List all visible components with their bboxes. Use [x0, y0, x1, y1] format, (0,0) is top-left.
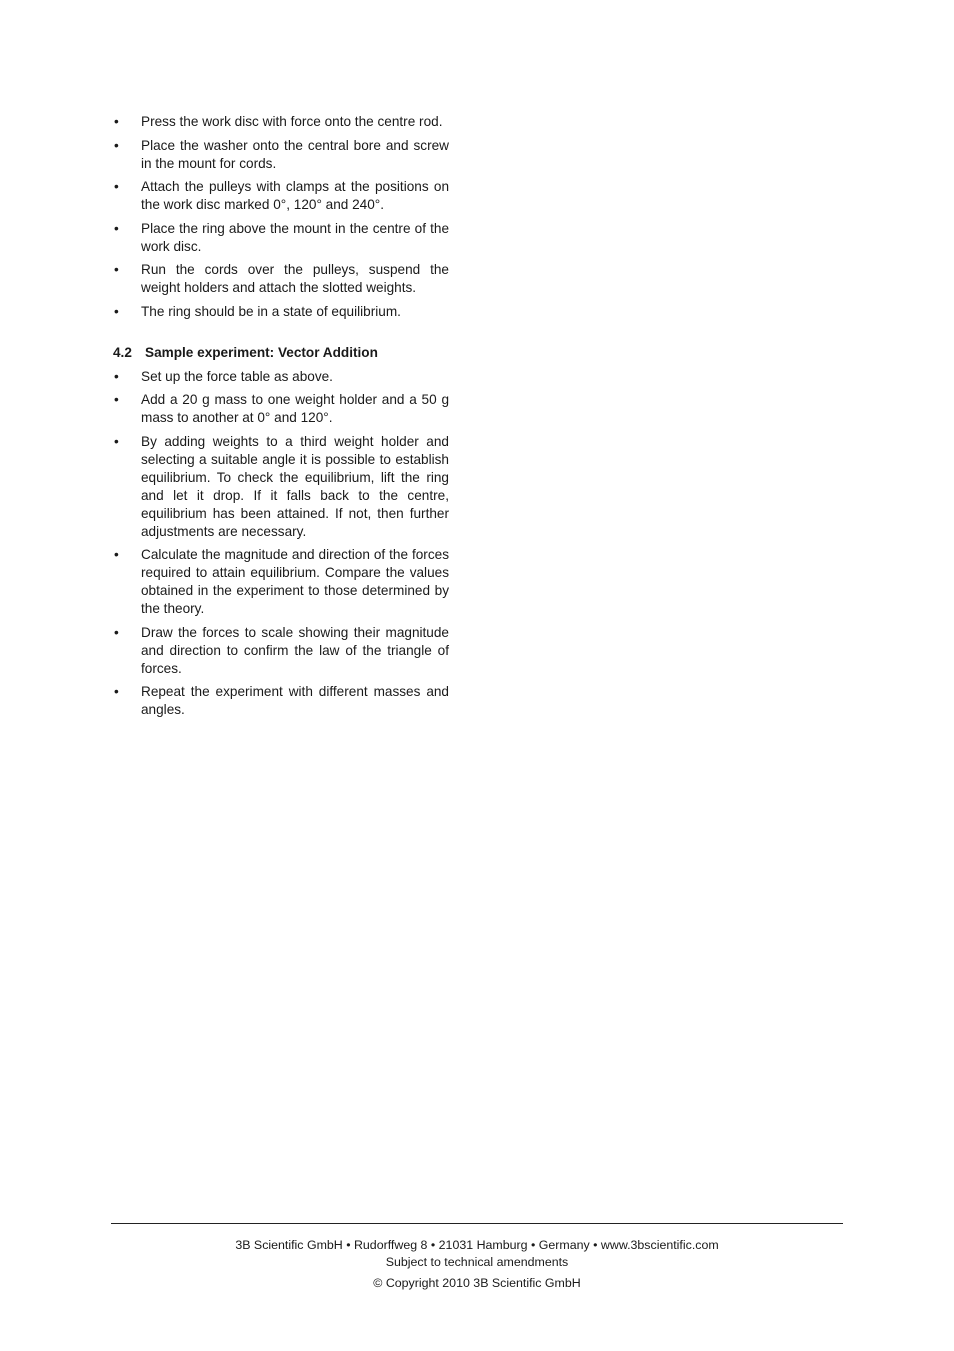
list-item-text: Run the cords over the pulleys, suspend the weight holders and attach the slotted weights.: [141, 262, 449, 295]
bullet-icon: •: [114, 684, 119, 699]
list-item: [113, 546, 449, 618]
list-item: [113, 624, 449, 678]
section-heading: [113, 344, 449, 362]
bullet-icon: •: [114, 137, 119, 153]
footer: [111, 1237, 843, 1292]
bullet-icon: •: [114, 433, 119, 449]
text-column: [113, 113, 449, 725]
section-title: Sample experiment: Vector Addition: [145, 344, 378, 360]
list-item: [113, 368, 449, 386]
list-item-text: The ring should be in a state of equilibrium.: [141, 303, 401, 319]
footer-copyright: © Copyright 2010 3B Scientific GmbH: [373, 1276, 581, 1290]
list-item-text: Place the ring above the mount in the centre of the work disc.: [141, 220, 449, 254]
list-item: [113, 391, 449, 427]
list-item: [113, 683, 449, 719]
bullet-icon: •: [114, 547, 119, 562]
bullet-icon: •: [114, 368, 119, 384]
list-item-text: Press the work disc with force onto the centre rod.: [141, 114, 443, 129]
list-item-text: Place the washer onto the central bore and screw in the mount for cords.: [141, 137, 449, 171]
list-item-text: Draw the forces to scale showing their magnitude and direction to confirm the law of the triangle of forces.: [141, 624, 449, 676]
list-item-text: Set up the force table as above.: [141, 368, 333, 384]
list-item: [113, 220, 449, 256]
list-item-text: Attach the pulleys with clamps at the positions on the work disc marked 0°, 120° and 240°.: [141, 179, 449, 212]
list-item-text: Add a 20 g mass to one weight holder and a 50 g mass to another at 0° and 120°.: [141, 392, 449, 425]
list-item: [113, 137, 449, 173]
list-item-text: Calculate the magnitude and direction of the forces required to attain equilibrium. Compare the values obtained in the experiment to those determined by the theory.: [141, 547, 449, 616]
list-item: [113, 113, 449, 131]
setup-steps-list: [113, 113, 449, 321]
bullet-icon: •: [114, 179, 119, 194]
footer-divider: [111, 1223, 843, 1224]
list-item-text: Repeat the experiment with different masses and angles.: [141, 684, 449, 717]
list-item: [113, 433, 449, 541]
bullet-icon: •: [114, 392, 119, 407]
bullet-icon: •: [114, 262, 119, 277]
list-item: [113, 303, 449, 321]
bullet-icon: •: [114, 220, 119, 236]
bullet-icon: •: [114, 624, 119, 640]
footer-address: 3B Scientific GmbH • Rudorffweg 8 • 21031 Hamburg • Germany • www.3bscientific.com: [235, 1238, 719, 1252]
bullet-icon: •: [114, 303, 119, 319]
list-item-text: By adding weights to a third weight holder and selecting a suitable angle it is possible to establish equilibrium. To check the equilibrium, lift the ring and let it drop. If it falls back to the centre, equilibrium has been attained. If not, then further adjustments are necessary.: [141, 433, 449, 539]
section-number: 4.2: [113, 344, 132, 360]
experiment-steps-list: [113, 368, 449, 720]
footer-note: Subject to technical amendments: [385, 1255, 569, 1269]
bullet-icon: •: [114, 114, 119, 129]
list-item: [113, 178, 449, 214]
list-item: [113, 261, 449, 297]
